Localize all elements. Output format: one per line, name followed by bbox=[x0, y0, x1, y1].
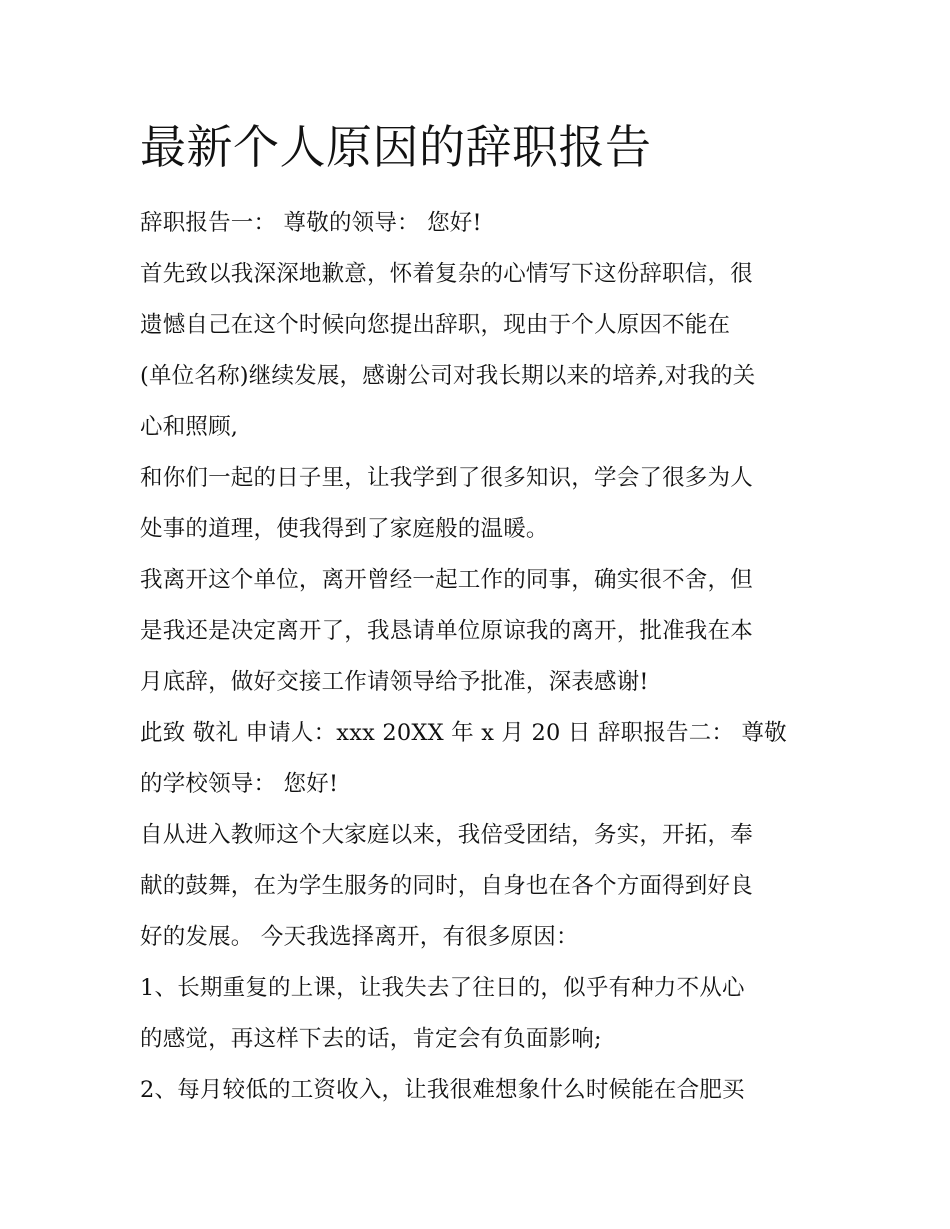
text-line: 处事的道理，使我得到了家庭般的温暖。 bbox=[140, 516, 549, 542]
text-line: 遗憾自己在这个时候向您提出辞职，现由于个人原因不能在 bbox=[140, 312, 731, 338]
text-line: 1、长期重复的上课，让我失去了往日的，似乎有种力不从心 bbox=[140, 975, 745, 1001]
text-line: (单位名称)继续发展，感谢公司对我长期以来的培养,对我的关 bbox=[140, 363, 756, 389]
text-line: 的学校领导： 您好! bbox=[140, 771, 339, 797]
text-line: 献的鼓舞，在为学生服务的同时，自身也在各个方面得到好良 bbox=[140, 873, 753, 899]
text-line: 辞职报告一： 尊敬的领导： 您好! bbox=[140, 210, 482, 236]
text-line: 的感觉，再这样下去的话，肯定会有负面影响; bbox=[140, 1026, 602, 1052]
document-title: 最新个人原因的辞职报告 bbox=[140, 120, 652, 174]
text-line: 2、每月较低的工资收入，让我很难想象什么时候能在合肥买 bbox=[140, 1077, 745, 1103]
document-body bbox=[140, 198, 820, 1116]
text-line: 月底辞，做好交接工作请领导给予批准，深表感谢! bbox=[140, 669, 649, 695]
text-line: 和你们一起的日子里，让我学到了很多知识，学会了很多为人 bbox=[140, 465, 753, 491]
text-line: 好的发展。 今天我选择离开，有很多原因： bbox=[140, 924, 579, 950]
text-line: 心和照顾, bbox=[140, 414, 239, 440]
text-line: 自从进入教师这个大家庭以来，我倍受团结，务实，开拓，奉 bbox=[140, 822, 753, 848]
text-line: 是我还是决定离开了，我恳请单位原谅我的离开，批准我在本 bbox=[140, 618, 753, 644]
text-line: 首先致以我深深地歉意，怀着复杂的心情写下这份辞职信，很 bbox=[140, 261, 753, 287]
text-line: 我离开这个单位，离开曾经一起工作的同事，确实很不舍，但 bbox=[140, 567, 753, 593]
text-line: 此致 敬礼 申请人：xxx 20XX 年 x 月 20 日 辞职报告二： 尊敬 bbox=[140, 720, 787, 746]
